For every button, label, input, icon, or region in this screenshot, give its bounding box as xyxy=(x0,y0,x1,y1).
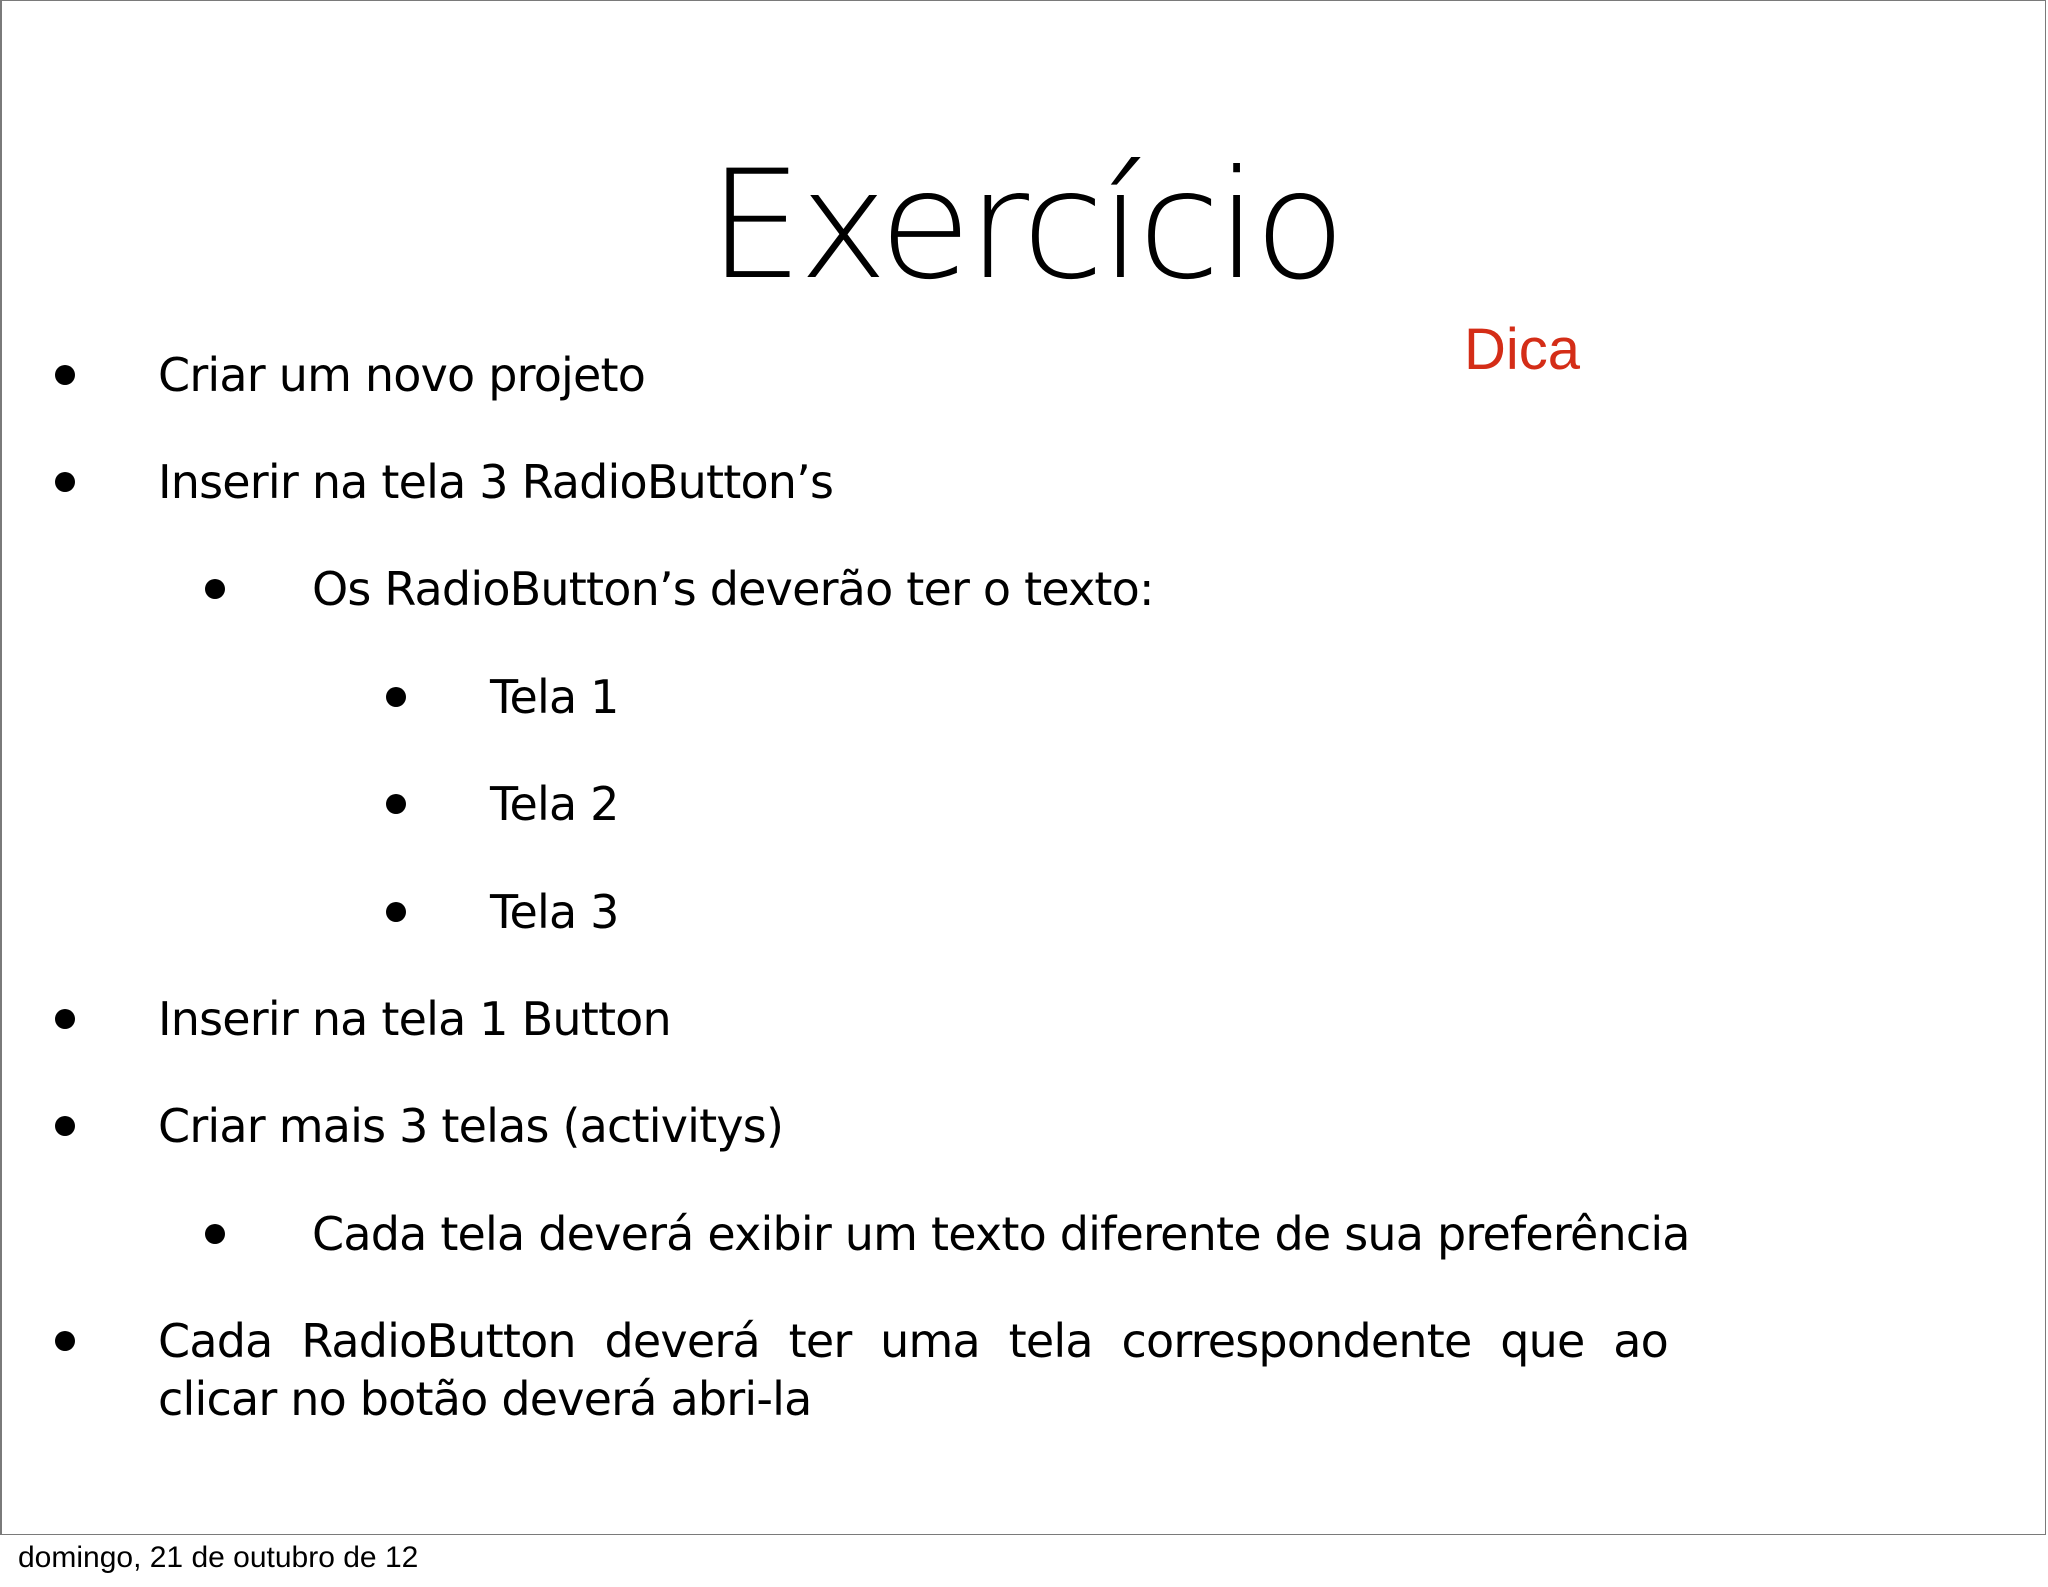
bullet-dot xyxy=(55,365,75,385)
bullet-dot xyxy=(55,1331,75,1351)
bullet-text-4: Tela 1 xyxy=(490,670,619,724)
bullet-text-1: Criar um novo projeto xyxy=(158,348,646,402)
bullet-text-9: Cada tela deverá exibir um texto diferente de sua preferência xyxy=(312,1207,1690,1261)
bullet-dot xyxy=(386,794,406,814)
bullet-text-2: Inserir na tela 3 RadioButton’s xyxy=(158,455,834,509)
bullet-text-8: Criar mais 3 telas (activitys) xyxy=(158,1099,784,1153)
bullet-dot xyxy=(55,1009,75,1029)
bullet-text-5: Tela 2 xyxy=(490,777,619,831)
slide-title: Exercício xyxy=(708,139,1342,313)
hint-label: Dica xyxy=(1464,317,1581,382)
footer-date: domingo, 21 de outubro de 12 xyxy=(18,1541,419,1574)
bullet-text-6: Tela 3 xyxy=(490,885,619,939)
bullet-text-10: Cada RadioButton deverá ter uma tela correspondente que ao clicar no botão deverá abri-la xyxy=(158,1314,1668,1426)
bullet-text-3: Os RadioButton’s deverão ter o texto: xyxy=(312,562,1154,616)
bullet-dot xyxy=(386,687,406,707)
bullet-dot xyxy=(205,1224,225,1244)
bullet-text-7: Inserir na tela 1 Button xyxy=(158,992,671,1046)
bullet-dot xyxy=(386,902,406,922)
bullet-dot xyxy=(55,1116,75,1136)
bullet-dot xyxy=(55,472,75,492)
bullet-dot xyxy=(205,579,225,599)
